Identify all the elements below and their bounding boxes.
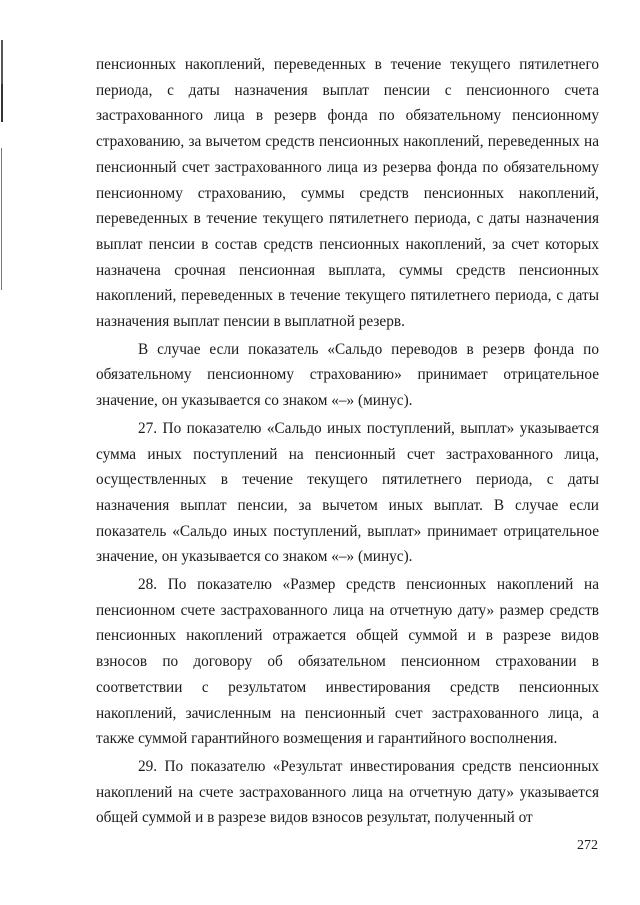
document-body <box>96 52 599 833</box>
page-number: 272 <box>577 838 598 853</box>
paragraph-item-27: 27. По показателю «Сальдо иных поступлений, выплат» указывается сумма иных поступлений на пенсионный счет застрахованного лица, осуществленных в течение текущего пятилетнего периода, с даты назначения выплат пенсии, за вычетом иных выплат. В случае если показатель «Сальдо иных поступлений, выплат» принимает отрицательное значение, он указывается со знаком «–» (минус). <box>96 419 599 566</box>
margin-line-lower <box>1 148 2 290</box>
paragraph-item-29: 29. По показателю «Результат инвестирования средств пенсионных накоплений на счете застрахованного лица на отчетную дату» указывается общей суммой и в разрезе видов взносов результат, полученный от <box>96 757 599 827</box>
margin-line-mid <box>1 84 3 122</box>
paragraph-item-28: 28. По показателю «Размер средств пенсионных накоплений на пенсионном счете застрахованного лица на отчетную дату» размер средств пенсионных накоплений отражается общей суммой и в разрезе видов взносов по договору об обязательном пенсионном страховании в соответствии с результатом инвестирования средств пенсионных накоплений, зачисленным на пенсионный счет застрахованного лица, а также суммой гарантийного возмещения и гарантийного восполнения. <box>96 576 599 748</box>
paragraph-balance-reserve: В случае если показатель «Сальдо переводов в резерв фонда по обязательному пенсионному страхованию» принимает отрицательное значение, он указывается со знаком «–» (минус). <box>96 340 599 410</box>
paragraph-continuation: пенсионных накоплений, переведенных в течение текущего пятилетнего периода, с даты назначения выплат пенсии с пенсионного счета застрахованного лица в резерв фонда по обязательному пенсионному страхованию, за вычетом средств пенсионных накоплений, переведенных на пенсионный счет застрахованного лица из резерва фонда по обязательному пенсионному страхованию, суммы средств пенсионных накоплений, переведенных в течение текущего пятилетнего периода, с даты назначения выплат пенсии в состав средств пенсионных накоплений, за счет которых назначена срочная пенсионная выплата, суммы средств пенсионных накоплений, переведенных в течение текущего пятилетнего периода, с даты назначения выплат пенсии в выплатной резерв. <box>96 56 599 331</box>
